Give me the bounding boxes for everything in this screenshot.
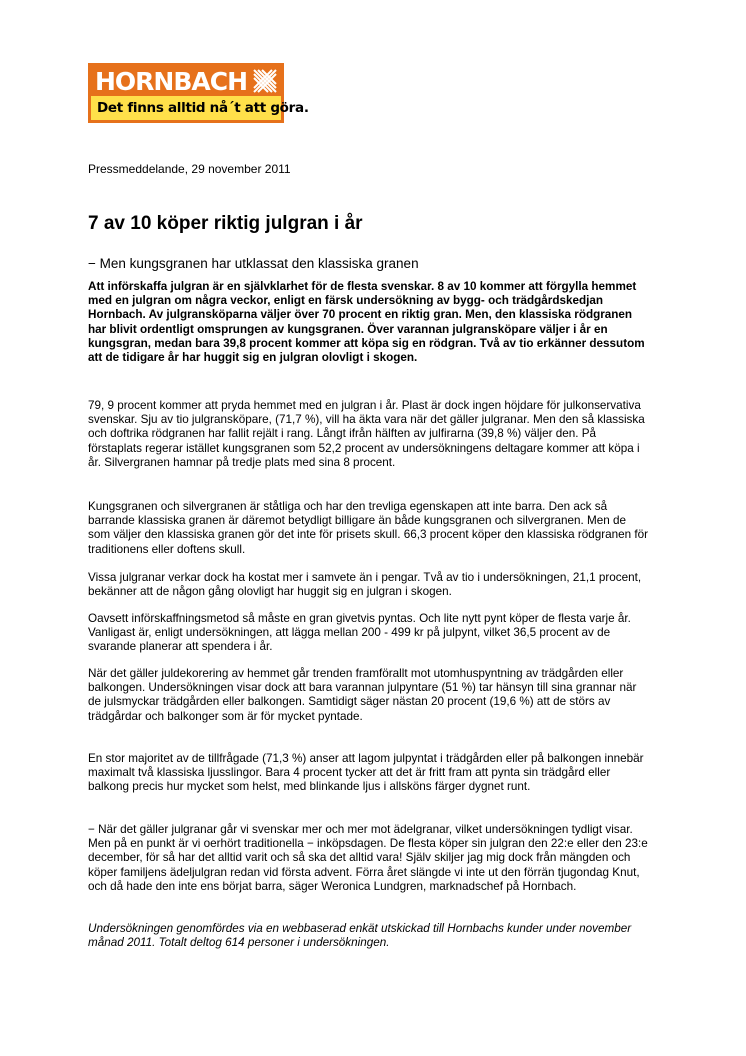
body-paragraph-4: Oavsett införskaffningsmetod så måste en gran givetvis pyntas. Och lite nytt pynt köper de flesta varje år. Vanligast är, enligt undersökningen, att lägga mellan 200 - 499 kr på julpynt, vilket 36,5 procent av de svarande planerar att spendera i år. bbox=[88, 612, 631, 654]
survey-footnote: Undersökningen genomfördes via en webbaserad enkät utskickad till Hornbachs kunder under november månad 2011. Totalt deltog 614 personer i undersökningen. bbox=[88, 922, 632, 950]
hornbach-x-icon bbox=[252, 68, 278, 94]
headline: 7 av 10 köper riktig julgran i år bbox=[88, 213, 363, 234]
body-paragraph-5: När det gäller juldekorering av hemmet går trenden framförallt mot utomhuspyntning av trädgården eller balkongen. Undersökningen visar dock att bara varannan julpyntare (51 %) tar hänsyn till sina grannar när de julsmyckar trädgården eller balkongen. Samtidigt säger nästan 20 procent (19,6 %) att de störs av trädgårdar och balkonger som är för mycket pyntade. bbox=[88, 667, 637, 723]
logo-wordmark: HORNBACH bbox=[95, 67, 248, 96]
body-paragraph-6: En stor majoritet av de tillfrågade (71,3 %) anser att lagom julpyntat i trädgården eller på balkongen innebär maximalt två klassiska ljusslingor. Bara 4 procent tycker att det är fritt fram att pynta sin trädgård eller balkong precis hur mycket som helst, med blinkande ljus i allsköns färger dygnet runt. bbox=[88, 752, 644, 794]
subheadline: − Men kungsgranen har utklassat den klassiska granen bbox=[88, 256, 419, 271]
lead-paragraph: Att införskaffa julgran är en självklarhet för de flesta svenskar. 8 av 10 kommer att förgylla hemmet med en julgran om några veckor, enligt en färsk undersökning av bygg- och trädgårdskedjan Hornbach. Av julgransköparna väljer över 70 procent en riktig gran. Men, den klassiska rödgranen har blivit ordentligt omsprungen av kungsgranen. Över varannan julgransköpare väljer i år en kungsgran, medan bara 39,8 procent kommer att köpa sig en rödgran. Två av tio erkänner dessutom att de tidigare år har huggit sig en julgran olovligt i skogen. bbox=[88, 280, 645, 365]
hornbach-logo bbox=[88, 63, 309, 123]
dateline: Pressmeddelande, 29 november 2011 bbox=[88, 162, 291, 176]
body-paragraph-7: − När det gäller julgranar går vi svenskar mer och mer mot ädelgranar, vilket undersökningen tydligt visar. Men på en punkt är vi oerhört traditionella − inköpsdagen. De flesta köper sin julgran den 22:e eller den 23:e december, för så har det alltid varit och så ska det alltid vara! Själv skiljer jag mig dock från mängden och köper familjens ädeljulgran redan vid första advent. Förra året slängde vi inte ut den förrän tjugondag Knut, och då hade den inte ens börjat barra, säger Weronica Lundgren, marknadschef på Hornbach. bbox=[88, 823, 648, 893]
logo-wordmark-bar bbox=[91, 66, 281, 96]
logo-tagline-bar bbox=[91, 96, 309, 120]
logo-tagline: Det finns alltid nå´t att göra. bbox=[97, 100, 309, 116]
body-paragraph-2: Kungsgranen och silvergranen är ståtliga och har den trevliga egenskapen att inte barra. Den ack så barrande klassiska granen är däremot betydligt billigare än både kungsgranen och silvergranen. Men de som väljer den klassiska granen gör det inte för prisets skull. 66,3 procent köper den klassiska rödgranen för traditionens eller doftens skull. bbox=[88, 500, 648, 556]
body-paragraph-1: 79, 9 procent kommer att pryda hemmet med en julgran i år. Plast är dock ingen höjdare för julkonservativa svenskar. Sju av tio julgransköpare, (71,7 %), vill ha äkta vara när det gäller julgranar. Men den så klassiska och doftrika rödgranen har fallit rejält i rang. Långt ifrån hälften av julfirarna (39,8 %) väljer den. På förstaplats regerar istället kungsgranen som 52,2 procent av undersökningens deltagare kommer att köpa i år. Silvergranen hamnar på tredje plats med sina 8 procent. bbox=[88, 399, 645, 469]
body-paragraph-3: Vissa julgranar verkar dock ha kostat mer i samvete än i pengar. Två av tio i undersökningen, 21,1 procent, bekänner att de någon gång olovligt har huggit sig en julgran i skogen. bbox=[88, 571, 642, 599]
